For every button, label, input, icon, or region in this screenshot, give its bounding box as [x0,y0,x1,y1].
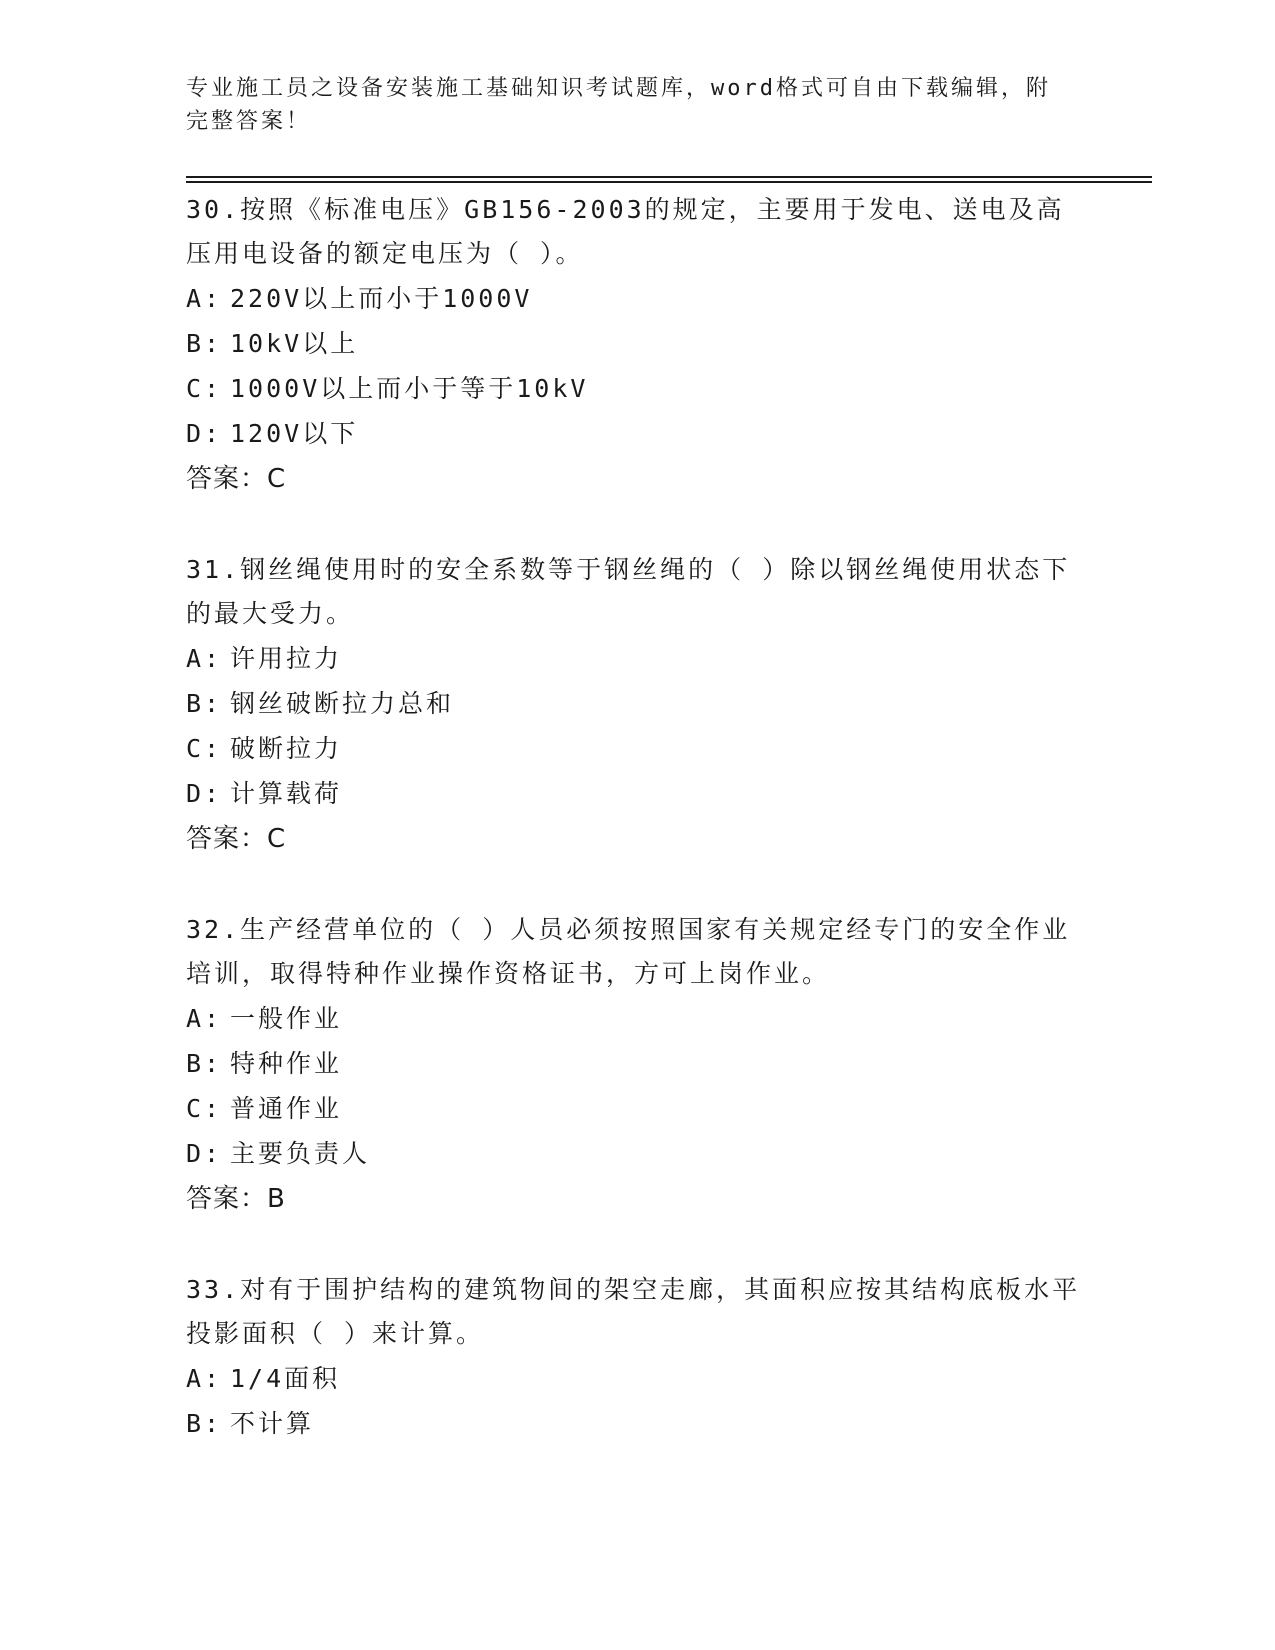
option-key: A: [186,1004,223,1033]
option-key: A: [186,1364,223,1393]
question-stem: 32.生产经营单位的（ ）人员必须按照国家有关规定经专门的安全作业培训，取得特种作业操作资格证书，方可上岗作业。 [186,915,1071,988]
option-key: D: [186,779,223,808]
header-divider-top [186,176,1152,178]
option-text: 普通作业 [230,1094,343,1123]
option-text: 特种作业 [230,1049,343,1078]
option-b [186,681,1086,726]
answer-line: 答案：C [186,464,287,494]
option-text: 1/4面积 [230,1364,341,1393]
question-stem: 33.对有于围护结构的建筑物间的架空走廊，其面积应按其结构底板水平投影面积（ ）来计算。 [186,1275,1081,1348]
question-stem: 30.按照《标准电压》GB156-2003的规定，主要用于发电、送电及高压用电设备的额定电压为（ ）。 [186,195,1065,268]
option-key: B: [186,1409,223,1438]
question-33 [186,1268,1086,1446]
option-key: C: [186,374,223,403]
question-30 [186,188,1086,502]
option-text: 计算载荷 [230,779,343,808]
option-text: 不计算 [230,1409,315,1438]
option-key: B: [186,329,223,358]
option-key: B: [186,1049,223,1078]
option-key: C: [186,734,223,763]
option-text: 钢丝破断拉力总和 [230,689,455,718]
question-31 [186,548,1086,862]
option-text: 10kV以上 [230,329,359,358]
option-c [186,1086,1086,1131]
option-d [186,771,1086,816]
option-d [186,411,1086,456]
option-text: 许用拉力 [230,644,343,673]
option-text: 主要负责人 [230,1139,371,1168]
answer-line: 答案：B [186,1184,286,1214]
option-key: D: [186,419,223,448]
option-key: D: [186,1139,223,1168]
header-divider-bottom [186,181,1152,183]
option-a [186,996,1086,1041]
option-c [186,726,1086,771]
option-text: 破断拉力 [230,734,343,763]
option-text: 1000V以上而小于等于10kV [230,374,589,403]
option-text: 220V以上而小于1000V [230,284,533,313]
option-b [186,1041,1086,1086]
question-stem: 31.钢丝绳使用时的安全系数等于钢丝绳的（ ）除以钢丝绳使用状态下的最大受力。 [186,555,1071,628]
option-b [186,321,1086,366]
option-text: 120V以下 [230,419,359,448]
option-key: B: [186,689,223,718]
option-a [186,1356,1086,1401]
answer-line: 答案：C [186,824,287,854]
option-c [186,366,1086,411]
option-d [186,1131,1086,1176]
option-key: C: [186,1094,223,1123]
option-key: A: [186,644,223,673]
option-text: 一般作业 [230,1004,343,1033]
question-32 [186,908,1086,1222]
option-a [186,276,1086,321]
option-a [186,636,1086,681]
option-key: A: [186,284,223,313]
document-header: 专业施工员之设备安装施工基础知识考试题库，word格式可自由下载编辑，附完整答案！ [186,76,1051,134]
option-b [186,1401,1086,1446]
